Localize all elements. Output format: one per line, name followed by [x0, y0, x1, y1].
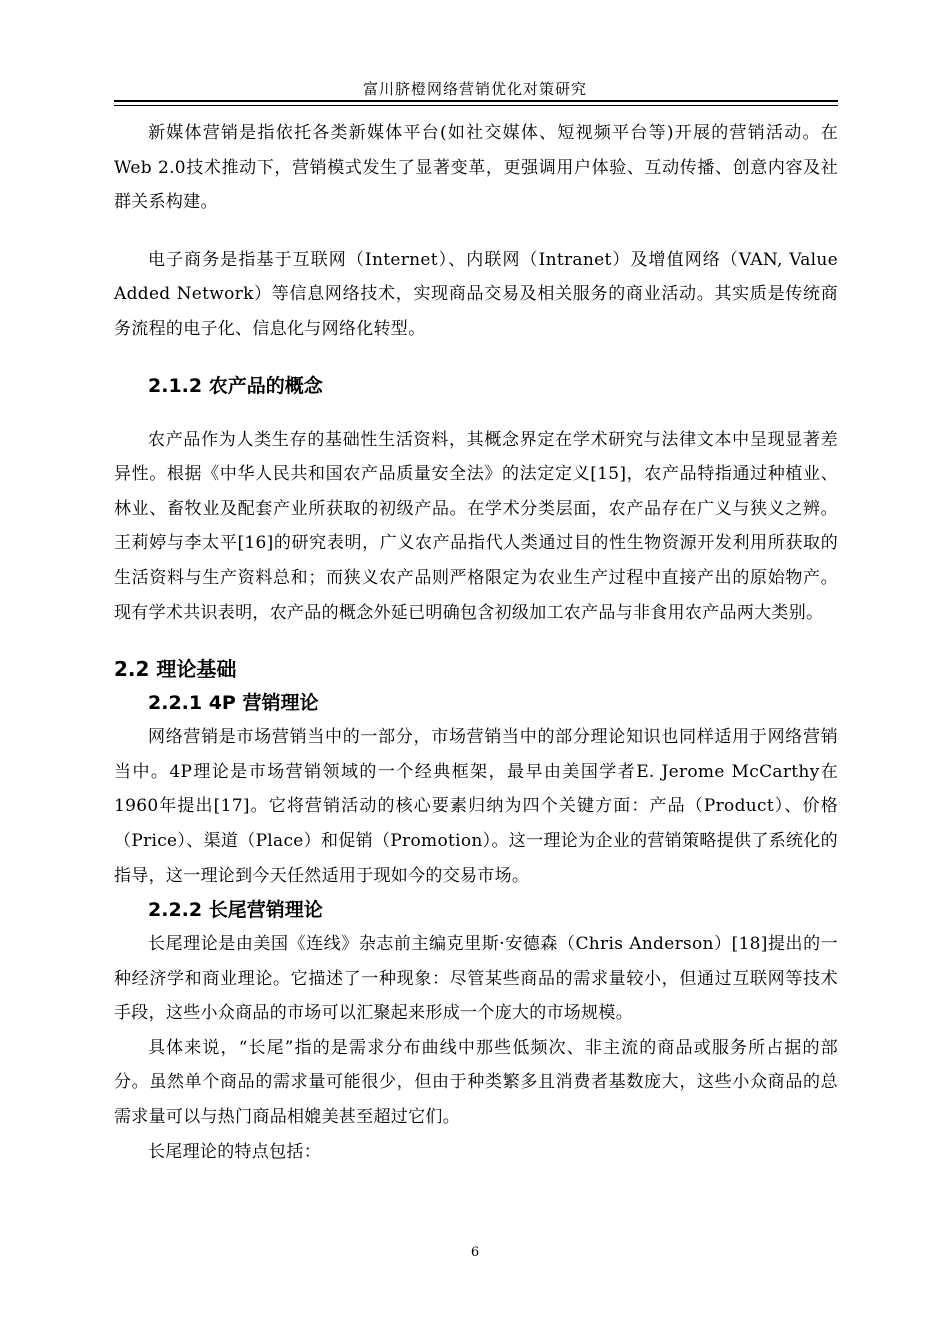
- paragraph-spacer: [114, 630, 838, 652]
- running-header-title: 富川脐橙网络营销优化对策研究: [362, 80, 587, 98]
- paragraph-spacer: [114, 347, 838, 369]
- paragraph-e-commerce: 电子商务是指基于互联网（Internet）、内联网（Intranet）及增值网络（VAN, Value Added Network）等信息网络技术，实现商品交易及相关服务的商业活动。其实质是传统商务流程的电子化、信息化与网络化转型。: [114, 249, 838, 339]
- paragraph-new-media-marketing: 新媒体营销是指依托各类新媒体平台(如社交媒体、短视频平台等)开展的营销活动。在Web 2.0技术推动下，营销模式发生了显著变革，更强调用户体验、互动传播、创意内容及社群关系构建。: [114, 123, 838, 213]
- heading-2-2-2: 2.2.2 长尾营销理论: [148, 899, 323, 922]
- paragraph-agricultural-products: 农产品作为人类生存的基础性生活资料，其概念界定在学术研究与法律文本中呈现显著差异性。根据《中华人民共和国农产品质量安全法》的法定定义[15]，农产品特指通过种植业、林业、畜牧业及配套产业所获取的初级产品。在学术分类层面，农产品存在广义与狭义之辨。王莉婷与李太平[16]的研究表明，广义农产品指代人类通过目的性生物资源开发利用所获取的生活资料与生产资料总和；而狭义农产品则严格限定为农业生产过程中直接产出的原始物产。现有学术共识表明，农产品的概念外延已明确包含初级加工农产品与非食用农产品两大类别。: [114, 429, 838, 623]
- header-rule-thin: [114, 105, 838, 106]
- header-rule-thick: [114, 100, 838, 102]
- paragraph-4p-theory: 网络营销是市场营销当中的一部分，市场营销当中的部分理论知识也同样适用于网络营销当中。4P理论是市场营销领域的一个经典框架，最早由美国学者E. Jerome McCarthy在1960年提出[17]。它将营销活动的核心要素归纳为四个关键方面：产品（Product）、价格（Price）、渠道（Place）和促销（Promotion）。这一理论为企业的营销策略提供了系统化的指导，这一理论到今天任然适用于现如今的交易市场。: [114, 727, 838, 886]
- paragraph-spacer: [114, 220, 838, 243]
- heading-2-2: 2.2 理论基础: [114, 657, 237, 682]
- paragraph-long-tail-features: 长尾理论的特点包括：: [148, 1141, 321, 1162]
- heading-2-2-1: 2.2.1 4P 营销理论: [148, 692, 319, 715]
- page-body: [114, 116, 838, 1169]
- paragraph-long-tail-detail: 具体来说，“长尾”指的是需求分布曲线中那些低频次、非主流的商品或服务所占据的部分。虽然单个商品的需求量可能很少，但由于种类繁多且消费者基数庞大，这些小众商品的总需求量可以与热门商品相媲美甚至超过它们。: [114, 1037, 838, 1128]
- paragraph-spacer: [114, 403, 838, 423]
- paragraph-long-tail-theory: 长尾理论是由美国《连线》杂志前主编克里斯·安德森（Chris Anderson）[18]提出的一种经济学和商业理论。它描述了一种现象：尽管某些商品的需求量较小，但通过互联网等技术手段，这些小众商品的市场可以汇聚起来形成一个庞大的市场规模。: [114, 934, 838, 1024]
- page-number: 6: [470, 1245, 480, 1260]
- heading-2-1-2: 2.1.2 农产品的概念: [148, 374, 323, 397]
